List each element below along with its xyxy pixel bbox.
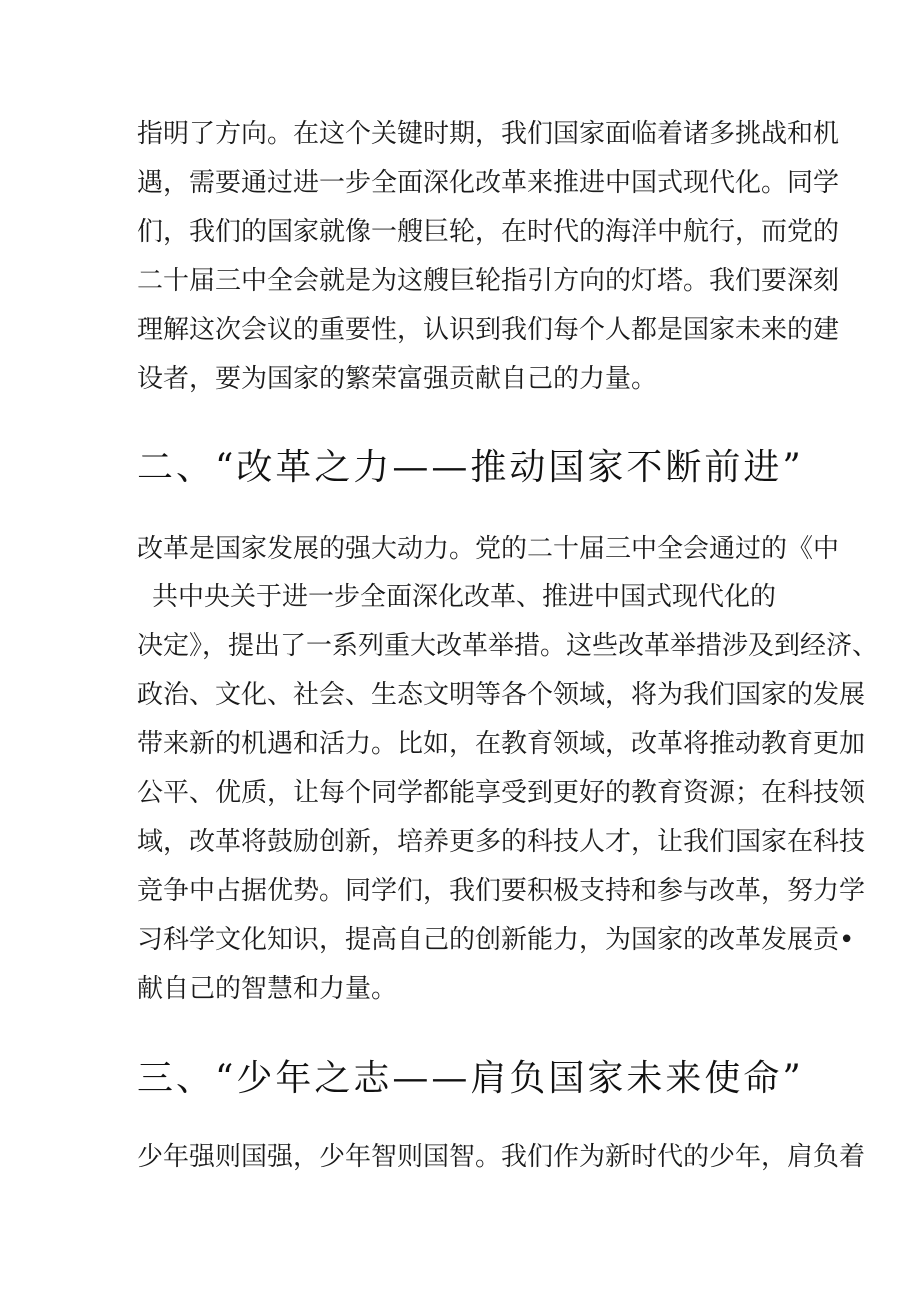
paragraph-2-line-2: 共中央关于进一步全面深化改革、推进中国式现代化的: [152, 582, 777, 612]
paragraph-1-line-1: 指明了方向。在这个关键时期，我们国家面临着诸多挑战和机: [137, 119, 840, 149]
paragraph-1-line-4: 二十届三中全会就是为这艘巨轮指引方向的灯塔。我们要深刻: [137, 266, 840, 296]
paragraph-3-line-1: 少年强则国强，少年智则国智。我们作为新时代的少年，肩负着: [137, 1142, 866, 1172]
paragraph-2-line-9: 习科学文化知识，提高自己的创新能力，为国家的改革发展贡•: [137, 925, 855, 955]
paragraph-2-line-1: 改革是国家发展的强大动力。党的二十届三中全会通过的《中: [137, 534, 840, 564]
paragraph-2-line-7: 域，改革将鼓励创新，培养更多的科技人才，让我们国家在科技: [137, 827, 866, 857]
paragraph-2-line-4: 政治、文化、社会、生态文明等各个领域，将为我们国家的发展: [137, 680, 866, 710]
paragraph-2-line-8: 竞争中占据优势。同学们，我们要积极支持和参与改革，努力学: [137, 876, 866, 906]
section-heading-3: 三、“少年之志——肩负国家未来使命”: [137, 1058, 804, 1099]
paragraph-1-line-2: 遇，需要通过进一步全面深化改革来推进中国式现代化。同学: [137, 168, 840, 198]
paragraph-1-line-5: 理解这次会议的重要性，认识到我们每个人都是国家未来的建: [137, 315, 840, 345]
paragraph-2-line-5: 带来新的机遇和活力。比如，在教育领域，改革将推动教育更加: [137, 729, 866, 759]
paragraph-1-line-6: 设者，要为国家的繁荣富强贡献自己的力量。: [137, 364, 658, 394]
paragraph-1-line-3: 们，我们的国家就像一艘巨轮，在时代的海洋中航行，而党的: [137, 217, 840, 247]
paragraph-2-line-6: 公平、优质，让每个同学都能享受到更好的教育资源；在科技领: [137, 778, 866, 808]
paragraph-2-line-10: 献自己的智慧和力量。: [137, 974, 398, 1004]
section-heading-2: 二、“改革之力——推动国家不断前进”: [137, 447, 804, 488]
paragraph-2-line-3: 决定》，提出了一系列重大改革举措。这些改革举措涉及到经济、: [137, 631, 879, 661]
